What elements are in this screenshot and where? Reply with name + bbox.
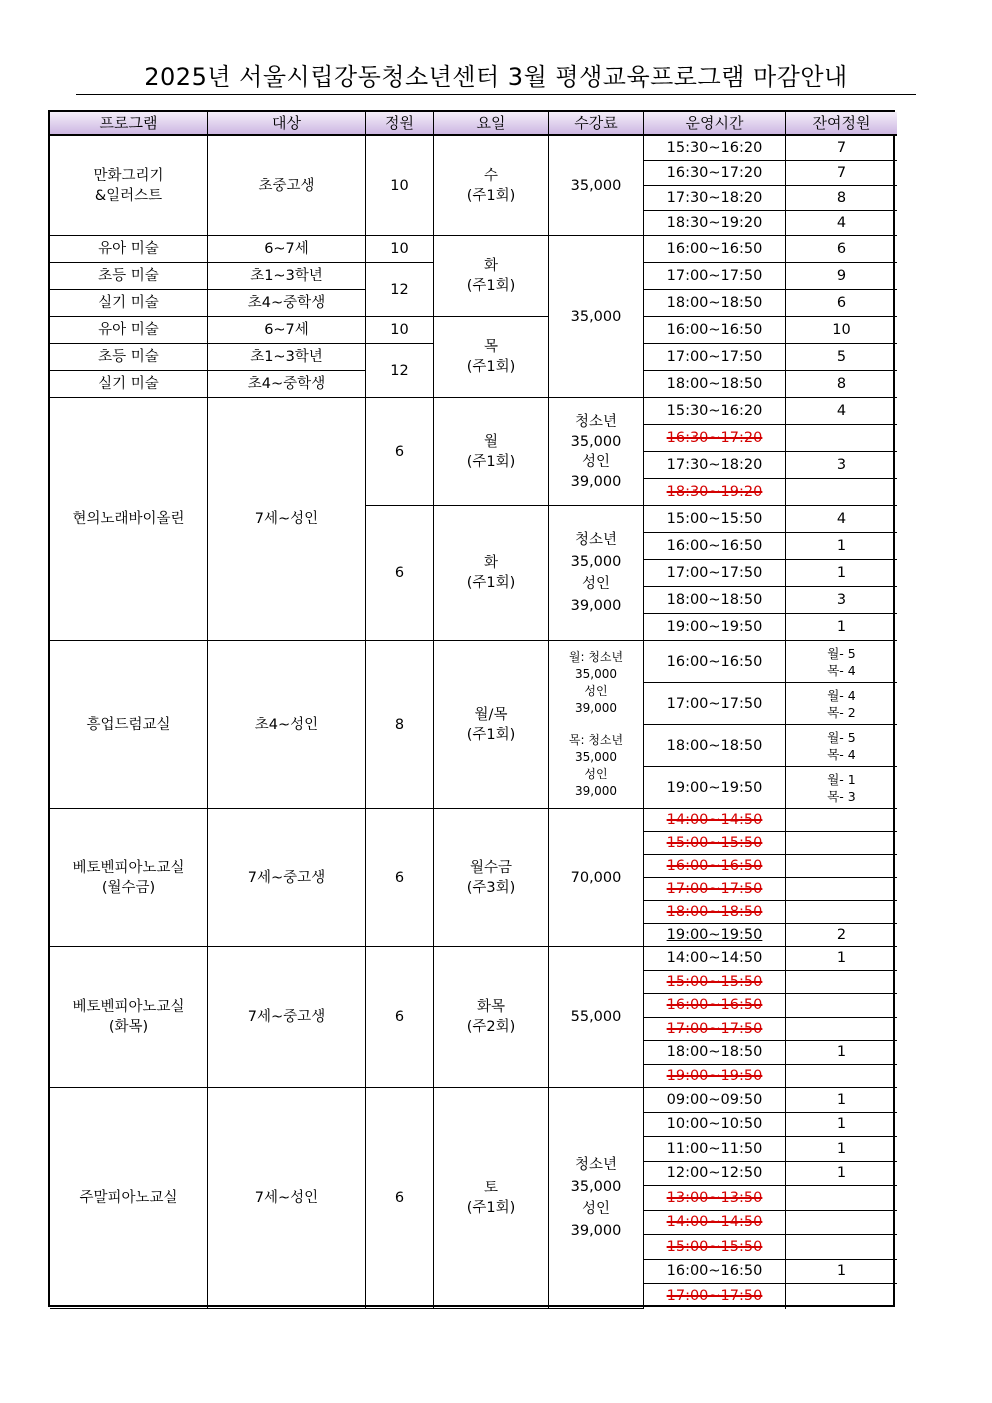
closed-time: 17:00~17:50 xyxy=(666,1288,763,1305)
capacity-cell: 6 xyxy=(366,398,434,506)
remaining-cell: 4 xyxy=(786,398,897,425)
day-cell xyxy=(434,641,549,809)
header-fee: 수강료 xyxy=(549,112,644,136)
remaining-cell xyxy=(786,1186,897,1211)
program-name: 유아 미술 xyxy=(50,317,208,344)
time-cell: 16:00~16:50 xyxy=(644,533,786,560)
program-name: 흥업드럼교실 xyxy=(50,641,208,809)
frequency-label: (주1회) xyxy=(466,278,516,294)
program-name-cell xyxy=(50,947,208,1088)
remaining-cell xyxy=(786,1065,897,1089)
remaining-cell: 1 xyxy=(786,1162,897,1187)
time-cell: 14:00~14:50 xyxy=(644,947,786,971)
closed-time: 16:30~17:20 xyxy=(666,430,763,446)
time-cell: 18:00~18:50 xyxy=(644,587,786,614)
remaining-cell xyxy=(786,878,897,901)
remaining-cell xyxy=(786,832,897,855)
closed-time: 18:30~19:20 xyxy=(666,484,763,500)
day-cell xyxy=(434,317,549,398)
remaining-cell: 1 xyxy=(786,1088,897,1113)
program-name: 현의노래바이올린 xyxy=(50,398,208,641)
remaining-cell xyxy=(786,1018,897,1042)
frequency-label: (주3회) xyxy=(466,879,516,896)
remaining-cell: 1 xyxy=(786,1113,897,1138)
time-cell xyxy=(644,832,786,855)
target-cell: 초1~3학년 xyxy=(208,344,366,371)
time-cell: 16:30~17:20 xyxy=(644,161,786,186)
time-cell: 17:00~17:50 xyxy=(644,263,786,290)
time-cell xyxy=(644,878,786,901)
header-program: 프로그램 xyxy=(50,112,208,136)
time-cell: 16:00~16:50 xyxy=(644,641,786,683)
closed-time: 17:00~17:50 xyxy=(666,881,763,897)
fee-cell: 35,000 xyxy=(549,136,644,236)
remaining-cell xyxy=(786,1284,897,1309)
program-name: 실기 미술 xyxy=(50,290,208,317)
closed-time: 19:00~19:50 xyxy=(666,1067,763,1084)
closed-time: 15:00~15:50 xyxy=(666,835,763,851)
time-cell: 09:00~09:50 xyxy=(644,1088,786,1113)
fee-cell xyxy=(549,641,644,809)
day-cell xyxy=(434,136,549,236)
target-cell: 6~7세 xyxy=(208,236,366,263)
remaining-cell: 3 xyxy=(786,587,897,614)
target-cell: 초4~중학생 xyxy=(208,371,366,398)
remaining-cell xyxy=(786,479,897,506)
capacity-cell: 10 xyxy=(366,136,434,236)
remaining-cell xyxy=(786,994,897,1018)
time-cell: 17:00~17:50 xyxy=(644,560,786,587)
fee-label: 성인 xyxy=(584,767,608,781)
remaining-cell xyxy=(786,971,897,995)
remaining-cell: 5 xyxy=(786,344,897,371)
time-cell xyxy=(644,1186,786,1211)
header-day: 요일 xyxy=(434,112,549,136)
remaining-cell: 6 xyxy=(786,236,897,263)
remaining-cell: 8 xyxy=(786,186,897,211)
remaining-cell: 1 xyxy=(786,614,897,641)
remaining-mon: 월- 1 xyxy=(827,771,856,787)
time-cell xyxy=(644,1235,786,1260)
day-label: 목 xyxy=(483,339,498,355)
time-cell xyxy=(644,1018,786,1042)
fee-value: 39,000 xyxy=(575,784,617,798)
time-cell: 17:00~17:50 xyxy=(644,683,786,725)
remaining-cell xyxy=(786,901,897,924)
day-label: 월/목 xyxy=(474,706,508,723)
fee-label: 성인 xyxy=(581,453,610,470)
header-target: 대상 xyxy=(208,112,366,136)
time-cell: 19:00~19:50 xyxy=(644,767,786,809)
day-cell xyxy=(434,1088,549,1309)
time-cell: 16:00~16:50 xyxy=(644,317,786,344)
time-cell: 10:00~10:50 xyxy=(644,1113,786,1138)
remaining-cell: 1 xyxy=(786,560,897,587)
capacity-cell: 10 xyxy=(366,317,434,344)
target-cell: 초중고생 xyxy=(208,136,366,236)
remaining-cell xyxy=(786,1211,897,1236)
day-cell xyxy=(434,398,549,506)
day-label: 토 xyxy=(483,1179,498,1196)
remaining-cell: 3 xyxy=(786,452,897,479)
remaining-cell: 1 xyxy=(786,1041,897,1065)
fee-label: 청소년 xyxy=(574,413,618,430)
closed-time: 16:00~16:50 xyxy=(666,997,763,1014)
frequency-label: (주2회) xyxy=(466,1019,516,1035)
closed-time: 13:00~13:50 xyxy=(666,1189,763,1206)
fee-value: 39,000 xyxy=(570,473,622,490)
fee-cell xyxy=(549,398,644,506)
remaining-cell xyxy=(786,1235,897,1260)
closed-time: 17:00~17:50 xyxy=(666,1020,763,1037)
fee-value: 35,000 xyxy=(575,750,617,764)
target-cell: 7세~중고생 xyxy=(208,947,366,1088)
remaining-thu: 목- 4 xyxy=(827,746,856,762)
program-name: 베토벤피아노교실 xyxy=(72,859,185,876)
program-name: 초등 미술 xyxy=(50,263,208,290)
time-cell: 15:30~16:20 xyxy=(644,398,786,425)
program-name: &일러스트 xyxy=(94,187,163,204)
program-name: 만화그리기 xyxy=(93,167,164,184)
day-cell xyxy=(434,236,549,317)
remaining-cell: 1 xyxy=(786,1137,897,1162)
remaining-cell xyxy=(786,641,897,683)
program-name: (화목) xyxy=(108,1019,149,1035)
remaining-cell: 6 xyxy=(786,290,897,317)
capacity-cell: 10 xyxy=(366,236,434,263)
target-cell: 6~7세 xyxy=(208,317,366,344)
program-name: (월수금) xyxy=(101,879,156,896)
remaining-cell xyxy=(786,767,897,809)
target-cell: 초4~중학생 xyxy=(208,290,366,317)
closed-time: 15:00~15:50 xyxy=(666,973,763,990)
time-cell: 19:00~19:50 xyxy=(644,614,786,641)
time-cell xyxy=(644,809,786,832)
fee-value: 35,000 xyxy=(570,1178,622,1195)
open-time: 19:00~19:50 xyxy=(666,927,763,943)
time-cell: 18:00~18:50 xyxy=(644,290,786,317)
time-cell xyxy=(644,1284,786,1309)
day-cell xyxy=(434,809,549,947)
fee-value: 39,000 xyxy=(570,1222,622,1239)
remaining-cell xyxy=(786,809,897,832)
program-name: 유아 미술 xyxy=(50,236,208,263)
fee-label: 목: 청소년 xyxy=(568,733,624,747)
capacity-cell: 12 xyxy=(366,344,434,398)
fee-value: 35,000 xyxy=(575,667,617,681)
fee-label: 성인 xyxy=(584,684,608,698)
target-cell: 7세~성인 xyxy=(208,398,366,641)
program-name: 베토벤피아노교실 xyxy=(72,999,185,1015)
remaining-thu: 목- 4 xyxy=(827,662,856,678)
header-remaining: 잔여정원 xyxy=(786,112,897,136)
time-cell: 15:30~16:20 xyxy=(644,136,786,161)
program-name: 주말피아노교실 xyxy=(50,1088,208,1309)
capacity-cell: 8 xyxy=(366,641,434,809)
fee-value: 39,000 xyxy=(570,598,622,614)
remaining-cell: 7 xyxy=(786,161,897,186)
time-cell: 18:00~18:50 xyxy=(644,725,786,767)
remaining-cell: 8 xyxy=(786,371,897,398)
fee-label: 성인 xyxy=(581,576,610,592)
time-cell xyxy=(644,971,786,995)
remaining-cell xyxy=(786,725,897,767)
time-cell xyxy=(644,924,786,947)
frequency-label: (주1회) xyxy=(466,187,516,204)
day-label: 화 xyxy=(483,258,498,274)
header-time: 운영시간 xyxy=(644,112,786,136)
remaining-cell: 1 xyxy=(786,533,897,560)
time-cell xyxy=(644,994,786,1018)
time-cell: 17:30~18:20 xyxy=(644,186,786,211)
page-title: 2025년 서울시립강동청소년센터 3월 평생교육프로그램 마감안내 xyxy=(76,60,916,95)
fee-value: 35,000 xyxy=(570,433,622,450)
remaining-cell xyxy=(786,683,897,725)
remaining-cell xyxy=(786,425,897,452)
target-cell: 초1~3학년 xyxy=(208,263,366,290)
time-cell xyxy=(644,901,786,924)
capacity-cell: 6 xyxy=(366,947,434,1088)
time-cell: 18:00~18:50 xyxy=(644,371,786,398)
time-cell xyxy=(644,479,786,506)
remaining-mon: 월- 5 xyxy=(827,645,856,661)
program-closing-table xyxy=(48,110,895,1307)
frequency-label: (주1회) xyxy=(466,359,516,375)
header-capacity: 정원 xyxy=(366,112,434,136)
frequency-label: (주1회) xyxy=(466,726,516,743)
day-label: 수 xyxy=(483,167,498,184)
fee-value: 35,000 xyxy=(570,554,622,570)
closed-time: 15:00~15:50 xyxy=(666,1238,763,1255)
remaining-cell: 1 xyxy=(786,1260,897,1285)
fee-cell xyxy=(549,1088,644,1309)
day-cell xyxy=(434,506,549,641)
capacity-cell: 12 xyxy=(366,263,434,317)
capacity-cell: 6 xyxy=(366,1088,434,1309)
remaining-cell: 1 xyxy=(786,947,897,971)
time-cell xyxy=(644,855,786,878)
program-name-cell xyxy=(50,809,208,947)
remaining-cell: 10 xyxy=(786,317,897,344)
fee-cell: 55,000 xyxy=(549,947,644,1088)
program-name-cell xyxy=(50,136,208,236)
time-cell: 17:00~17:50 xyxy=(644,344,786,371)
remaining-cell xyxy=(786,855,897,878)
fee-label: 청소년 xyxy=(574,1156,618,1173)
target-cell: 초4~성인 xyxy=(208,641,366,809)
time-cell xyxy=(644,1211,786,1236)
day-label: 화 xyxy=(483,555,498,571)
time-cell: 18:30~19:20 xyxy=(644,211,786,236)
closed-time: 18:00~18:50 xyxy=(666,904,763,920)
remaining-mon: 월- 5 xyxy=(827,729,856,745)
fee-label: 월: 청소년 xyxy=(568,650,624,664)
time-cell: 12:00~12:50 xyxy=(644,1162,786,1187)
remaining-cell: 9 xyxy=(786,263,897,290)
time-cell: 18:00~18:50 xyxy=(644,1041,786,1065)
program-name: 실기 미술 xyxy=(50,371,208,398)
remaining-mon: 월- 4 xyxy=(827,687,856,703)
frequency-label: (주1회) xyxy=(466,1199,516,1216)
remaining-thu: 목- 3 xyxy=(827,788,856,804)
time-cell: 15:00~15:50 xyxy=(644,506,786,533)
time-cell: 17:30~18:20 xyxy=(644,452,786,479)
frequency-label: (주1회) xyxy=(466,575,516,591)
fee-label: 청소년 xyxy=(574,532,618,548)
time-cell: 16:00~16:50 xyxy=(644,1260,786,1285)
day-label: 화목 xyxy=(476,999,505,1015)
target-cell: 7세~성인 xyxy=(208,1088,366,1309)
fee-cell xyxy=(549,506,644,641)
remaining-thu: 목- 2 xyxy=(827,704,856,720)
remaining-cell: 7 xyxy=(786,136,897,161)
program-name: 초등 미술 xyxy=(50,344,208,371)
fee-cell: 70,000 xyxy=(549,809,644,947)
target-cell: 7세~중고생 xyxy=(208,809,366,947)
day-label: 월수금 xyxy=(469,859,513,876)
remaining-cell: 4 xyxy=(786,506,897,533)
fee-value: 39,000 xyxy=(575,701,617,715)
frequency-label: (주1회) xyxy=(466,453,516,470)
closed-time: 16:00~16:50 xyxy=(666,858,763,874)
day-cell xyxy=(434,947,549,1088)
time-cell: 11:00~11:50 xyxy=(644,1137,786,1162)
closed-time: 14:00~14:50 xyxy=(666,1214,763,1231)
day-label: 월 xyxy=(483,433,498,450)
capacity-cell: 6 xyxy=(366,506,434,641)
fee-cell: 35,000 xyxy=(549,236,644,398)
closed-time: 14:00~14:50 xyxy=(666,812,763,828)
fee-label: 성인 xyxy=(581,1200,610,1217)
remaining-cell: 4 xyxy=(786,211,897,236)
time-cell xyxy=(644,425,786,452)
time-cell: 16:00~16:50 xyxy=(644,236,786,263)
time-cell xyxy=(644,1065,786,1089)
capacity-cell: 6 xyxy=(366,809,434,947)
remaining-cell: 2 xyxy=(786,924,897,947)
